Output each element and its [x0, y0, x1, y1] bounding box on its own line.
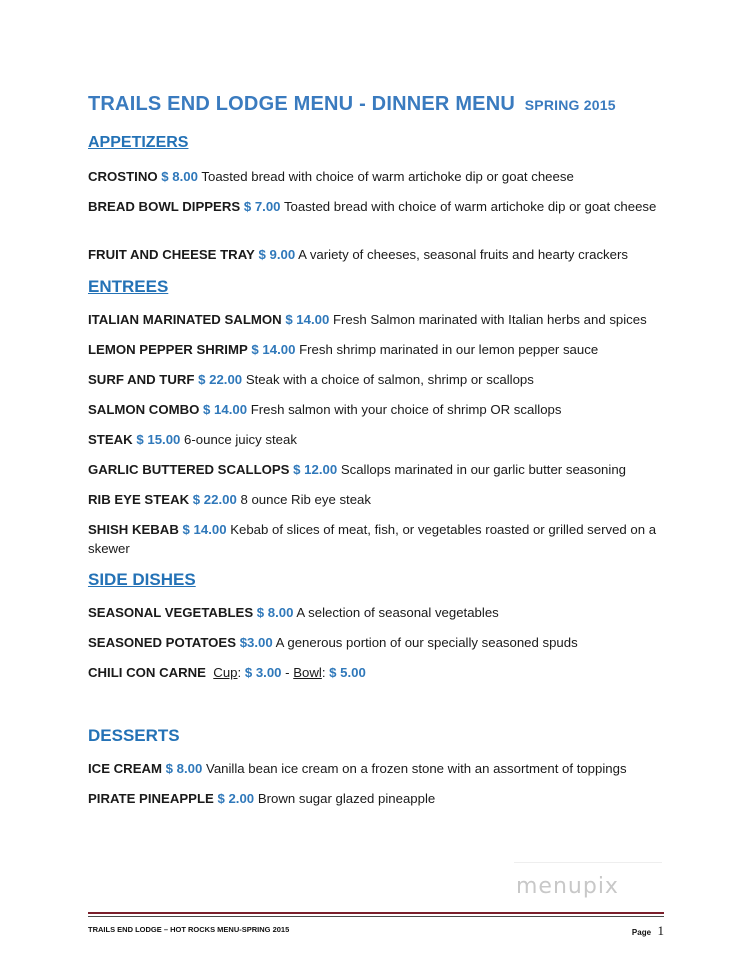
item-description: Steak with a choice of salmon, shrimp or scallops [245, 372, 534, 387]
item-description: Toasted bread with choice of warm artichoke dip or goat cheese [283, 199, 657, 214]
section-heading-desserts: DESSERTS [88, 726, 180, 745]
item-description: Toasted bread with choice of warm artichoke dip or goat cheese [201, 169, 574, 184]
item-description: Scallops marinated in our garlic butter seasoning [340, 462, 626, 477]
item-description: Fresh salmon with your choice of shrimp OR scallops [250, 402, 562, 417]
item-name: SHISH KEBAB [88, 522, 179, 537]
menu-item [88, 197, 668, 216]
menu-item [88, 520, 668, 558]
item-price: $ 8.00 [256, 605, 294, 620]
item-name: RIB EYE STEAK [88, 492, 190, 507]
item-name: GARLIC BUTTERED SCALLOPS [88, 462, 290, 477]
cup-price: $ 3.00 [244, 665, 282, 680]
item-name: SURF AND TURF [88, 372, 195, 387]
item-description: A generous portion of our specially seasoned spuds [275, 635, 578, 650]
item-price: $ 14.00 [203, 402, 248, 417]
bowl-price: $ 5.00 [329, 665, 366, 680]
footer-rule-thick [88, 912, 664, 914]
menu-item [88, 430, 668, 449]
item-price: $3.00 [239, 635, 273, 650]
item-description: Kebab of slices of meat, fish, or vegetables roasted or grilled served on a skewer [88, 522, 657, 556]
item-description: Brown sugar glazed pineapple [257, 791, 436, 806]
item-description: Fresh Salmon marinated with Italian herbs and spices [332, 312, 647, 327]
watermark-divider [514, 862, 662, 863]
size-separator: - [285, 665, 290, 680]
item-price: $ 15.00 [136, 432, 181, 447]
item-name: SEASONED POTATOES [88, 635, 237, 650]
menu-item [88, 759, 668, 778]
item-price: $ 12.00 [293, 462, 338, 477]
item-price: $ 14.00 [251, 342, 296, 357]
section-heading-appetizers: APPETIZERS [88, 134, 189, 151]
item-price: $ 2.00 [217, 791, 255, 806]
item-name: ICE CREAM [88, 761, 162, 776]
item-name: FRUIT AND CHEESE TRAY [88, 247, 255, 262]
item-name: SEASONAL VEGETABLES [88, 605, 254, 620]
watermark-logo: menupix [516, 874, 619, 899]
item-description: 6-ounce juicy steak [184, 432, 297, 447]
item-price: $ 14.00 [182, 522, 227, 537]
menu-item [88, 460, 668, 479]
item-price: $ 7.00 [243, 199, 281, 214]
item-name: BREAD BOWL DIPPERS [88, 199, 241, 214]
footer-text: TRAILS END LODGE – HOT ROCKS MENU-SPRING 2015 [88, 925, 290, 934]
section-heading-side-dishes: SIDE DISHES [88, 570, 196, 589]
item-description: Vanilla bean ice cream on a frozen stone with an assortment of toppings [206, 761, 627, 776]
footer-rule-thin [88, 916, 664, 917]
item-name: LEMON PEPPER SHRIMP [88, 342, 248, 357]
cup-label: Cup [213, 665, 238, 680]
page-title [88, 93, 616, 116]
item-description: Fresh shrimp marinated in our lemon pepper sauce [299, 342, 599, 357]
item-price: $ 22.00 [198, 372, 243, 387]
item-name: SALMON COMBO [88, 402, 200, 417]
page-label: Page [631, 928, 652, 937]
item-name: CROSTINO [88, 169, 158, 184]
item-description: 8 ounce Rib eye steak [240, 492, 371, 507]
menu-item-chili: CHILI CON CARNE Cup: $ 3.00 - Bowl: $ 5.00 [88, 665, 366, 680]
item-name: PIRATE PINEAPPLE [88, 791, 214, 806]
item-price: $ 8.00 [165, 761, 203, 776]
item-name: STEAK [88, 432, 133, 447]
menu-item [88, 245, 668, 264]
menu-item [88, 633, 668, 652]
menu-item [88, 340, 668, 359]
item-name: ITALIAN MARINATED SALMON [88, 312, 282, 327]
menu-item [88, 603, 668, 622]
item-description: A selection of seasonal vegetables [296, 605, 499, 620]
menu-item [88, 370, 668, 389]
item-name: CHILI CON CARNE [88, 665, 206, 680]
title-main: TRAILS END LODGE MENU - DINNER MENU [88, 93, 515, 115]
item-price: $ 8.00 [161, 169, 198, 184]
menu-item [88, 400, 668, 419]
section-heading-entrees: ENTREES [88, 277, 169, 296]
title-season: SPRING 2015 [524, 97, 616, 113]
menu-item [88, 310, 668, 329]
page-number: 1 [657, 923, 664, 938]
bowl-label: Bowl [293, 665, 322, 680]
menu-item [88, 167, 668, 186]
item-price: $ 9.00 [258, 247, 296, 262]
item-description: A variety of cheeses, seasonal fruits and hearty crackers [298, 247, 628, 262]
item-price: $ 22.00 [192, 492, 237, 507]
page-number-block [632, 922, 664, 940]
item-price: $ 14.00 [285, 312, 330, 327]
menu-item [88, 490, 668, 509]
menu-item [88, 789, 668, 808]
